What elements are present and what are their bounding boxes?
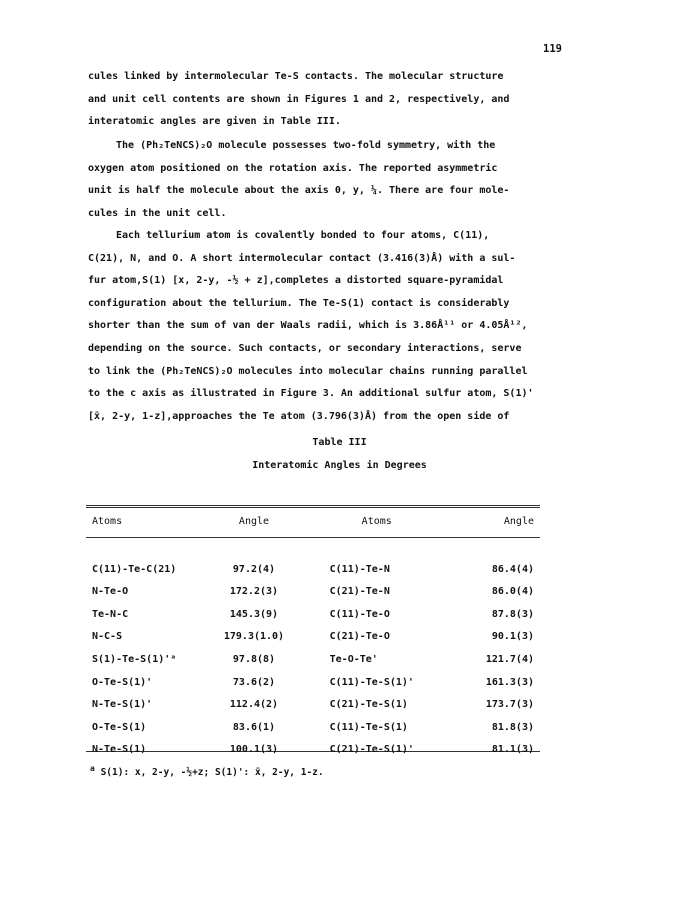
cell-angle: 87.8(3): [491, 608, 534, 620]
text-line: configuration about the tellurium. The Te-S(1) contact is considerably: [88, 297, 510, 309]
cell-angle: 145.3(9): [229, 608, 279, 620]
cell-angle: 97.8(8): [232, 653, 276, 665]
cell-atoms: O-Te-S(1): [92, 721, 147, 733]
table-caption: Interatomic Angles in Degrees: [252, 460, 427, 471]
cell-angle: 90.1(3): [491, 631, 534, 643]
cell-atoms: C(21)-Te-S(1)': [329, 744, 414, 756]
table-row: [86, 649, 540, 672]
cell-atoms: C(21)-Te-S(1): [329, 699, 408, 711]
text-line: [x̄, 2-y, 1-z],approaches the Te atom (3.796(3)Å) from the open side of: [88, 410, 510, 422]
cell-angle: 121.7(4): [485, 653, 534, 665]
cell-angle: 73.6(2): [232, 676, 276, 688]
header-angle: Angle: [238, 515, 270, 527]
cell-atoms: Te-O-Te': [329, 653, 378, 665]
cell-angle: 173.7(3): [485, 699, 534, 711]
text-line: The (Ph₂TeNCS)₂O molecule possesses two-fold symmetry, with the: [116, 140, 496, 151]
cell-angle: 172.2(3): [229, 586, 279, 598]
cell-atoms: N-Te-S(1)': [92, 699, 153, 711]
header-angle: Angle: [503, 515, 534, 527]
table-row: [86, 581, 540, 604]
cell-atoms: C(11)-Te-C(21): [92, 563, 177, 575]
cell-atoms: N-C-S: [92, 631, 123, 643]
table-footnote: [90, 764, 324, 778]
text-line: fur atom,S(1) [x, 2-y, -½ + z],completes a distorted square-pyramidal: [88, 275, 504, 287]
page-number: 119: [543, 43, 562, 55]
cell-angle: 83.6(1): [232, 721, 276, 733]
cell-atoms: C(11)-Te-N: [329, 563, 390, 575]
cell-angle: 81.1(3): [491, 744, 534, 756]
cell-atoms: S(1)-Te-S(1)'ᵃ: [92, 653, 177, 665]
table-header-row: [86, 508, 540, 536]
footnote-text: S(1): x, 2-y, -½+z; S(1)': x̄, 2-y, 1-z.: [100, 767, 324, 779]
table-row: [86, 672, 540, 695]
paragraph-1: [88, 66, 558, 134]
paragraph-3: [88, 225, 558, 428]
table-row: [86, 559, 540, 582]
text-line: shorter than the sum of van der Waals radii, which is 3.86Å¹¹ or 4.05Å¹²,: [88, 320, 528, 332]
table-row: [86, 739, 540, 762]
text-line: unit is half the molecule about the axis 0, y, ¼. There are four mole-: [88, 185, 510, 197]
header-atoms: Atoms: [361, 515, 392, 527]
cell-atoms: N-Te-O: [92, 586, 129, 598]
text-line: to link the (Ph₂TeNCS)₂O molecules into molecular chains running parallel: [88, 365, 528, 377]
cell-atoms: C(11)-Te-O: [329, 608, 390, 620]
text-line: cules linked by intermolecular Te-S contacts. The molecular structure: [88, 71, 504, 82]
table-row: [86, 604, 540, 627]
cell-angle: 86.4(4): [491, 563, 534, 575]
cell-angle: 161.3(3): [485, 676, 534, 688]
cell-atoms: Te-N-C: [92, 608, 129, 620]
header-atoms: Atoms: [92, 515, 123, 527]
cell-angle: 81.8(3): [491, 721, 534, 733]
text-line: to the c axis as illustrated in Figure 3. An additional sulfur atom, S(1)': [88, 388, 534, 400]
cell-atoms: O-Te-S(1)': [92, 676, 153, 688]
text-line: oxygen atom positioned on the rotation axis. The reported asymmetric: [88, 162, 498, 174]
cell-angle: 179.3(1.0): [223, 631, 285, 643]
cell-angle: 86.0(4): [491, 586, 534, 598]
text-line: interatomic angles are given in Table III.: [88, 116, 341, 128]
text-line: and unit cell contents are shown in Figures 1 and 2, respectively, and: [88, 93, 510, 105]
cell-angle: 97.2(4): [232, 563, 276, 575]
table-row: [86, 717, 540, 740]
table-label: Table III: [312, 437, 367, 448]
cell-atoms: C(11)-Te-S(1): [329, 721, 408, 733]
text-line: Each tellurium atom is covalently bonded to four atoms, C(11),: [116, 230, 490, 241]
cell-atoms: N-Te-S(1): [92, 744, 147, 756]
paragraph-2: [88, 135, 558, 225]
footnote-marker: a: [90, 764, 95, 773]
table-row: [86, 626, 540, 649]
angles-table: [86, 508, 540, 762]
cell-atoms: C(21)-Te-O: [329, 631, 390, 643]
table-top-rule: [86, 505, 540, 506]
text-line: cules in the unit cell.: [88, 207, 227, 219]
cell-angle: 112.4(2): [229, 699, 279, 711]
text-line: C(21), N, and O. A short intermolecular contact (3.416(3)Å) with a sul-: [88, 252, 516, 264]
text-line: depending on the source. Such contacts, or secondary interactions, serve: [88, 342, 522, 354]
cell-atoms: C(11)-Te-S(1)': [329, 676, 414, 688]
cell-angle: 100.1(3): [229, 744, 279, 756]
cell-atoms: C(21)-Te-N: [329, 586, 390, 598]
table-row: [86, 694, 540, 717]
